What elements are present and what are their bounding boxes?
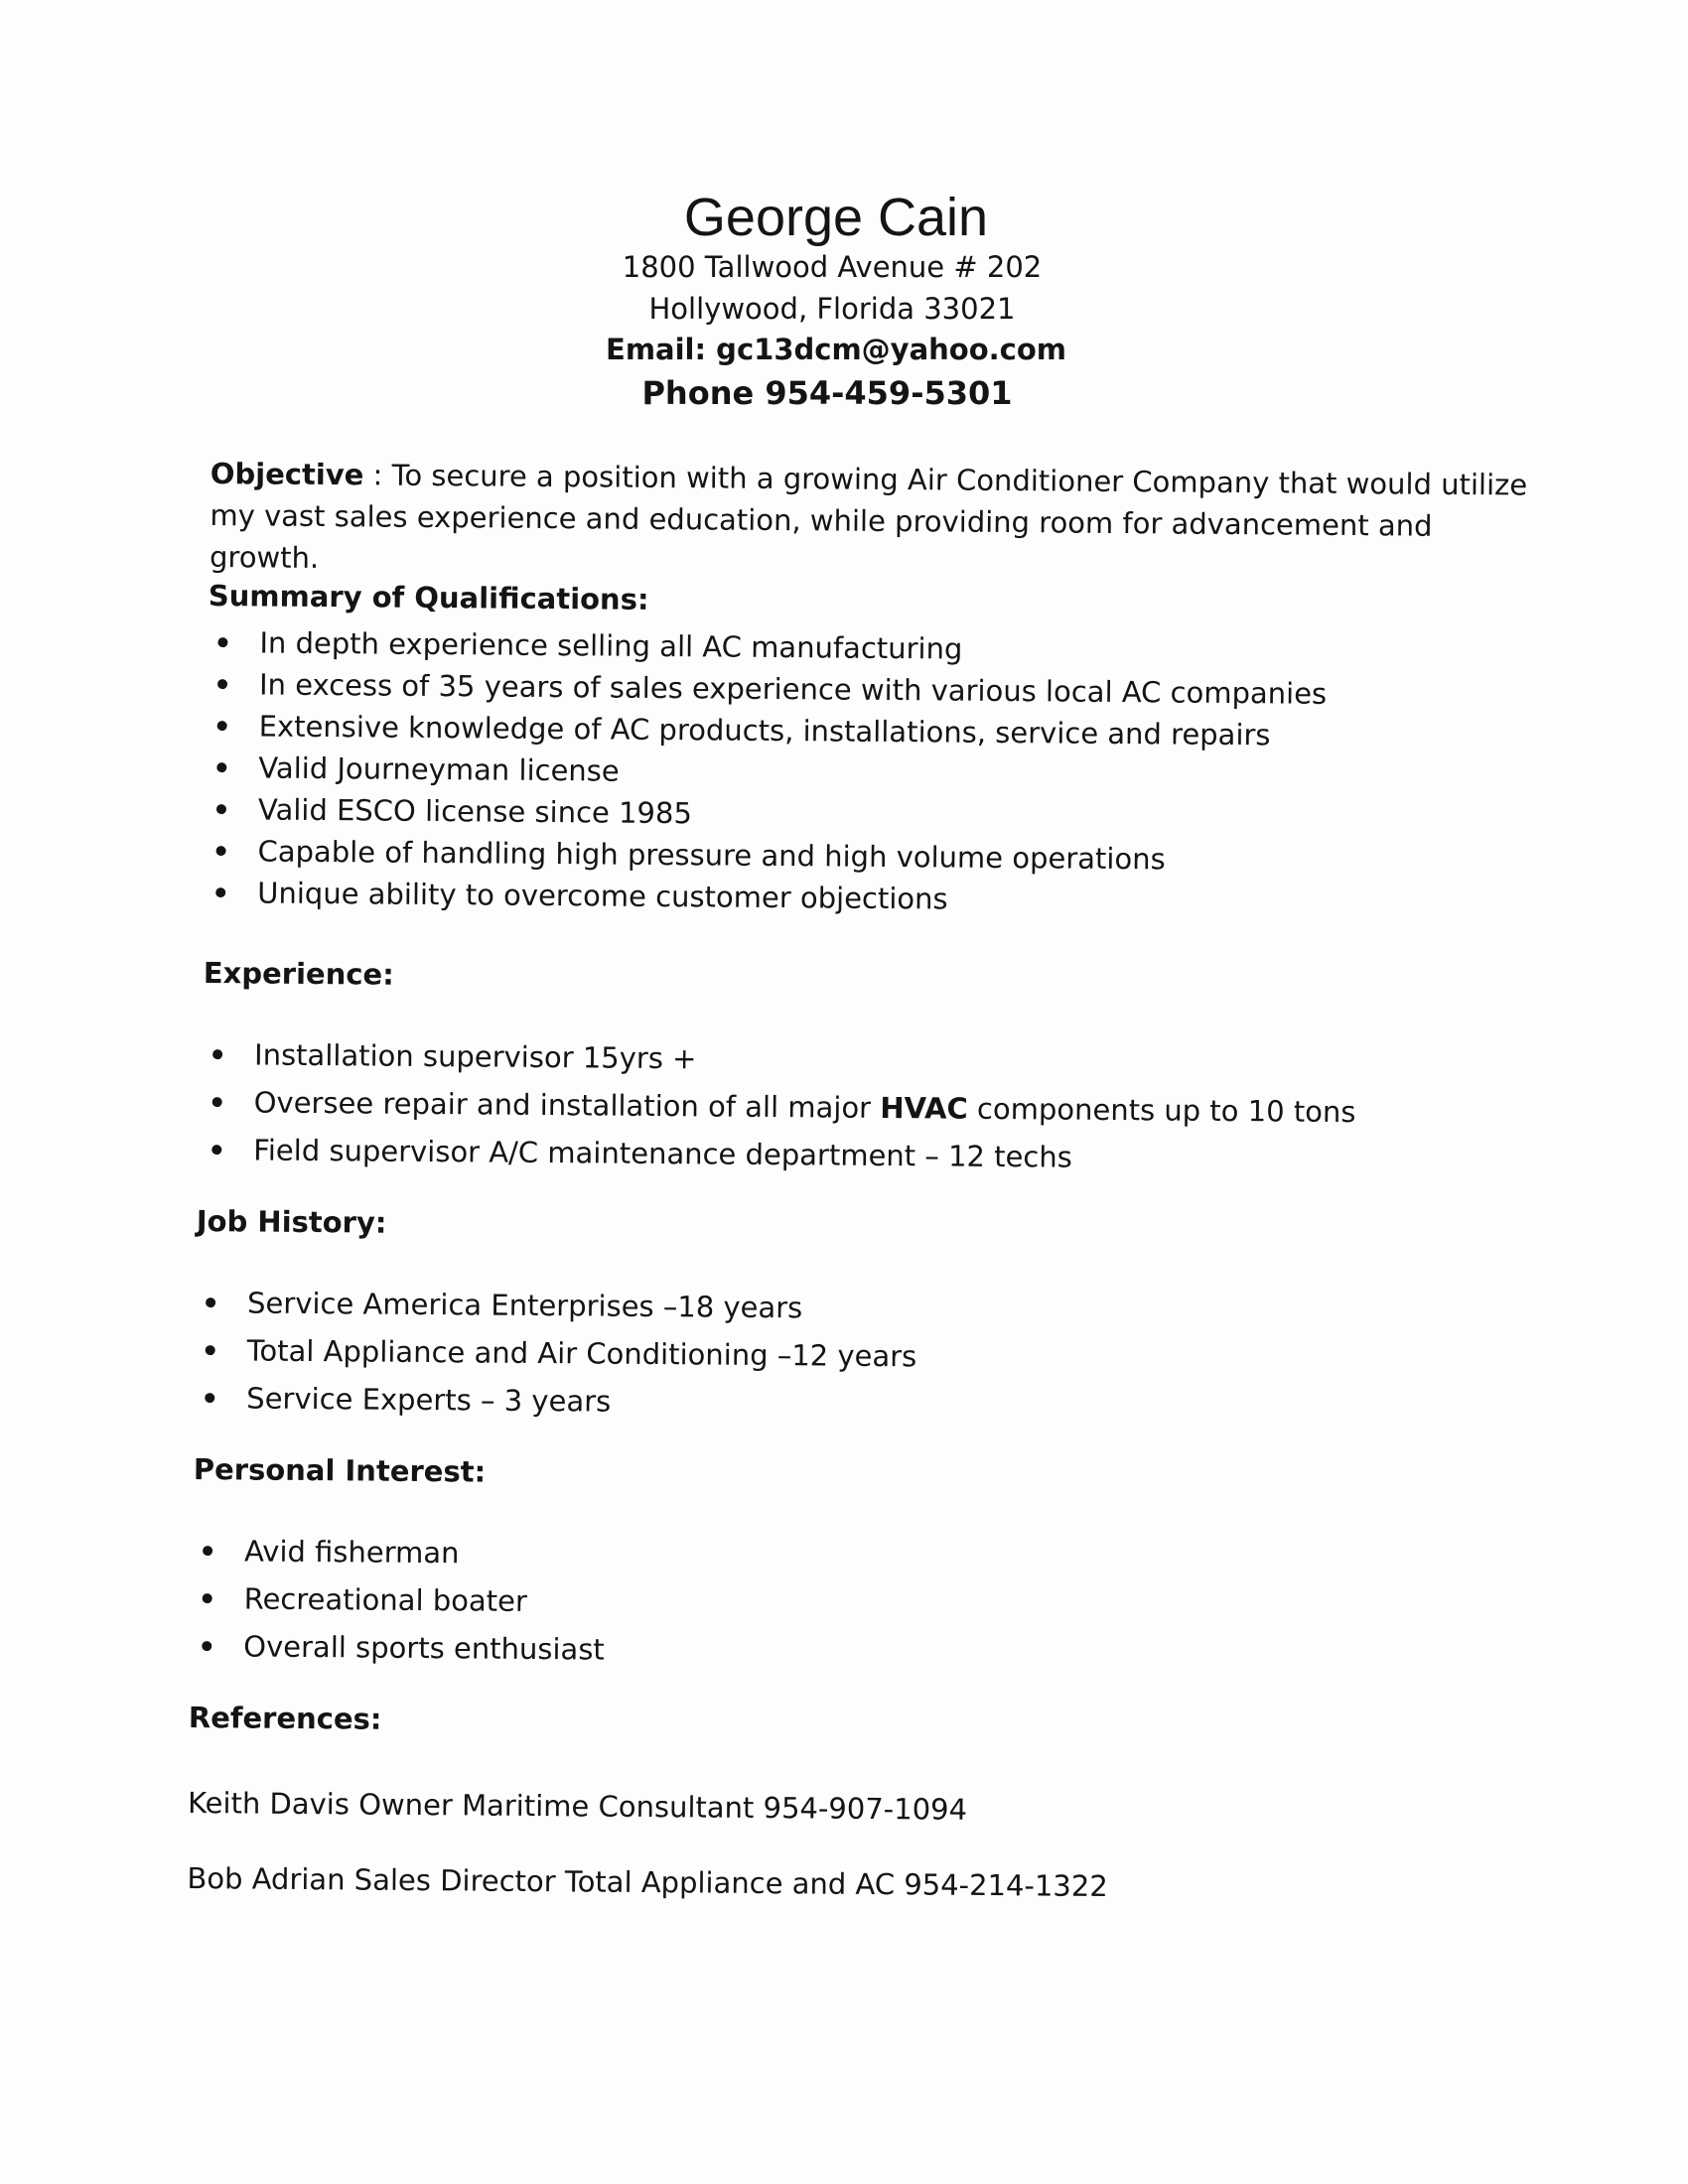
- list-item: Overall sports enthusiast: [192, 1622, 605, 1674]
- list-item: Valid Journeyman license: [207, 747, 1326, 798]
- list-item: Extensive knowledge of AC products, installations, service and repairs: [207, 705, 1326, 756]
- email-line: Email: gc13dcm@yahoo.com: [606, 333, 1066, 366]
- job-history-list: [195, 1279, 917, 1428]
- experience-section: [202, 953, 1357, 1183]
- objective-label: Objective: [210, 456, 364, 492]
- list-item: Recreational boater: [192, 1574, 605, 1626]
- list-item: Total Appliance and Air Conditioning –12 years: [195, 1326, 916, 1380]
- address-line-2: Hollywood, Florida 33021: [648, 292, 1016, 326]
- address-line-1: 1800 Tallwood Avenue # 202: [622, 250, 1043, 284]
- list-item: Valid ESCO license since 1985: [207, 788, 1326, 840]
- list-item: Field supervisor A/C maintenance department – 12 techs: [202, 1126, 1355, 1183]
- list-item: Capable of handling high pressure and high volume operations: [206, 830, 1325, 882]
- reference-item: Keith Davis Owner Maritime Consultant 954-907-1094: [187, 1785, 968, 1827]
- list-item: In depth experience selling all AC manufacturing: [208, 621, 1327, 673]
- list-item: Service America Enterprises –18 years: [196, 1279, 917, 1332]
- personal-interest-list: [192, 1527, 606, 1674]
- list-item: Service Experts – 3 years: [195, 1374, 916, 1428]
- experience-list: [202, 1030, 1356, 1183]
- candidate-name: George Cain: [683, 188, 989, 247]
- experience-item-text: components up to 10 tons: [967, 1091, 1356, 1130]
- reference-item: Bob Adrian Sales Director Total Appliance and AC 954-214-1322: [187, 1860, 1108, 1904]
- list-item: Installation supervisor 15yrs +: [203, 1030, 1356, 1088]
- experience-item-bold: HVAC: [880, 1090, 968, 1126]
- references-section: [187, 1698, 1109, 1906]
- job-history-heading: Job History:: [196, 1203, 387, 1240]
- objective-paragraph: [210, 453, 1531, 590]
- personal-interest-section: [192, 1449, 606, 1674]
- phone-line: Phone 954-459-5301: [641, 374, 1013, 412]
- qualifications-heading: Summary of Qualifications:: [208, 578, 649, 616]
- job-history-section: [195, 1201, 917, 1428]
- objective-text: To secure a position with a growing Air Conditioner Company that would utilize my vast sales experience and education, while providing room for advancement and growth.: [209, 458, 1528, 575]
- personal-interest-heading: Personal Interest:: [193, 1451, 487, 1489]
- qualifications-section: [206, 576, 1328, 923]
- qualifications-list: [206, 621, 1328, 923]
- objective-separator: :: [363, 458, 392, 492]
- list-item: Avid fisherman: [193, 1527, 606, 1578]
- list-item: In excess of 35 years of sales experience with various local AC companies: [208, 663, 1327, 715]
- references-heading: References:: [188, 1700, 382, 1736]
- experience-heading: Experience:: [203, 955, 394, 992]
- experience-item-text: Oversee repair and installation of all major: [253, 1085, 881, 1125]
- list-item: Unique ability to overcome customer objections: [206, 872, 1325, 923]
